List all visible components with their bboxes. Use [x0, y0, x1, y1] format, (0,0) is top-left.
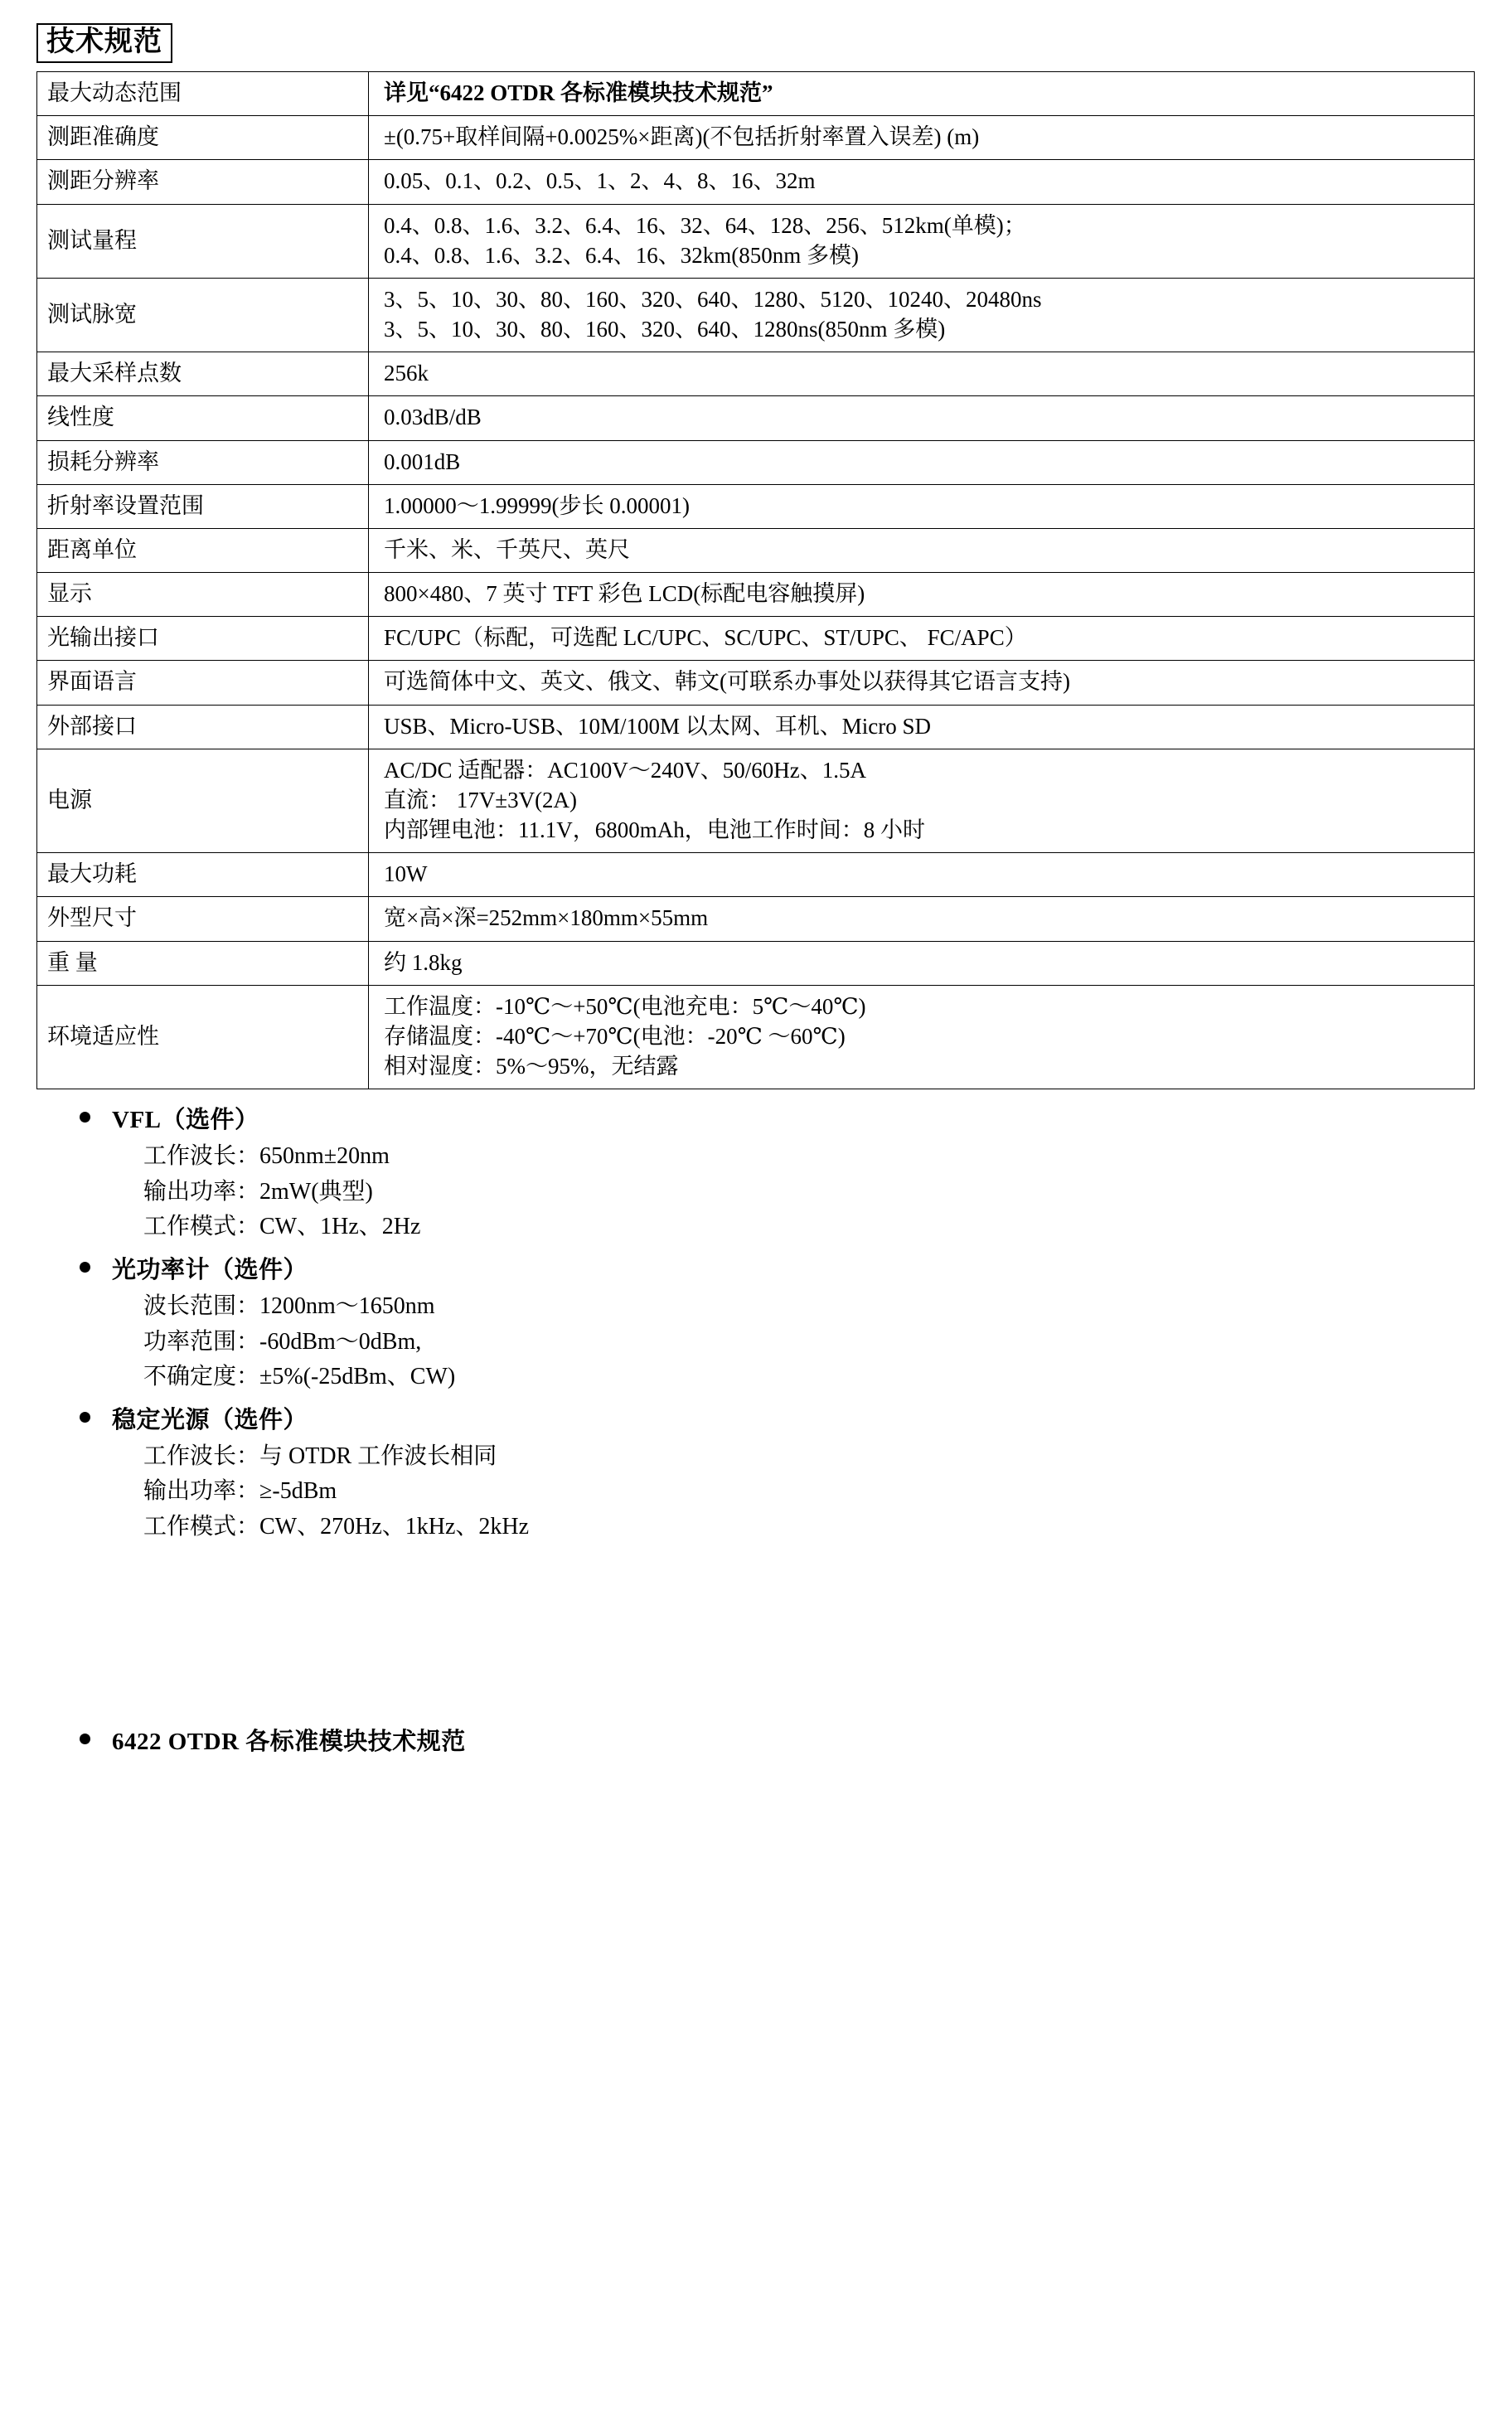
standard-modules-heading: [33, 1723, 1466, 1757]
table-row: [37, 204, 1475, 278]
spec-value-line: 0.4、0.8、1.6、3.2、6.4、16、32km(850nm 多模): [384, 242, 859, 268]
table-row: [37, 897, 1475, 941]
spec-label: 重 量: [37, 941, 369, 985]
spec-value-line: AC/DC 适配器：AC100V～240V、50/60Hz、1.5A: [384, 757, 867, 783]
spec-label: 外部接口: [37, 705, 369, 749]
spec-value-line: 内部锂电池：11.1V，6800mAh，电池工作时间：8 小时: [384, 817, 925, 843]
spec-value-line: 存储温度：-40℃～+70℃(电池：-20℃ ～60℃): [384, 1023, 846, 1049]
spec-value: [369, 749, 1475, 853]
table-row: [37, 160, 1475, 204]
spec-label: 显示: [37, 573, 369, 617]
option-detail-line: 输出功率：2mW(典型): [143, 1178, 373, 1205]
option-detail-line: 工作模式：CW、1Hz、2Hz: [143, 1214, 421, 1240]
option-detail-lines: [143, 1440, 1466, 1545]
spec-value-line: 约 1.8kg: [384, 949, 463, 975]
spec-table-body: [37, 72, 1475, 1089]
spec-value-line: 0.03dB/dB: [384, 405, 482, 430]
spec-value: [369, 278, 1475, 352]
list-item: [33, 1101, 1466, 1244]
spec-value-line: 工作温度：-10℃～+50℃(电池充电：5℃～40℃): [384, 993, 866, 1019]
spec-label: 外型尺寸: [37, 897, 369, 941]
spec-value-line: 宽×高×深=252mm×180mm×55mm: [384, 905, 709, 931]
table-row: [37, 352, 1475, 396]
page-title: 技术规范: [36, 23, 172, 63]
option-detail-line: 功率范围：-60dBm～0dBm,: [143, 1328, 422, 1355]
spec-label: 损耗分辨率: [37, 440, 369, 484]
spec-value: [369, 160, 1475, 204]
list-item: [33, 1401, 1466, 1545]
standard-modules-section: [33, 1723, 1466, 1757]
spec-label: 线性度: [37, 396, 369, 440]
table-row: [37, 941, 1475, 985]
spec-value-line: FC/UPC（标配，可选配 LC/UPC、SC/UPC、ST/UPC、 FC/APC）: [384, 625, 1027, 651]
bullet-icon: [80, 1412, 90, 1423]
spec-value-line: 1.00000～1.99999(步长 0.00001): [384, 492, 690, 518]
table-row: [37, 853, 1475, 897]
spec-value-line: 0.05、0.1、0.2、0.5、1、2、4、8、16、32m: [384, 168, 816, 194]
spec-value-line: ±(0.75+取样间隔+0.0025%×距离)(不包括折射率置入误差) (m): [384, 124, 980, 150]
spec-label: 折射率设置范围: [37, 484, 369, 528]
spec-value: [369, 573, 1475, 617]
spec-value: [369, 116, 1475, 160]
spec-value: [369, 440, 1475, 484]
spec-value-line: 千米、米、千英尺、英尺: [384, 536, 630, 562]
option-heading: [33, 1251, 1466, 1285]
option-title: VFL（选件）: [112, 1107, 259, 1134]
table-row: [37, 749, 1475, 853]
spec-value-line: 详见“6422 OTDR 各标准模块技术规范”: [384, 80, 773, 105]
table-row: [37, 396, 1475, 440]
option-detail-line: 工作波长：与 OTDR 工作波长相同: [143, 1443, 497, 1469]
spec-value: [369, 528, 1475, 572]
standard-modules-title: 6422 OTDR 各标准模块技术规范: [112, 1728, 466, 1755]
spec-value: [369, 617, 1475, 661]
table-row: [37, 985, 1475, 1089]
spec-label: 界面语言: [37, 661, 369, 705]
spec-value-line: 256k: [384, 361, 429, 386]
bullet-icon: [80, 1112, 90, 1123]
spec-value-line: 10W: [384, 861, 428, 887]
spec-value: [369, 985, 1475, 1089]
option-detail-line: 波长范围：1200nm～1650nm: [143, 1293, 435, 1320]
spec-value-line: 可选简体中文、英文、俄文、韩文(可联系办事处以获得其它语言支持): [384, 669, 1070, 695]
spec-value-line: USB、Micro-USB、10M/100M 以太网、耳机、Micro SD: [384, 713, 932, 739]
option-detail-line: 工作波长：650nm±20nm: [143, 1143, 390, 1170]
bullet-icon: [80, 1262, 90, 1273]
spec-value: [369, 897, 1475, 941]
spec-label: 测试脉宽: [37, 278, 369, 352]
spec-value-line: 直流： 17V±3V(2A): [384, 787, 578, 812]
option-detail-line: 不确定度：±5%(-25dBm、CW): [143, 1364, 456, 1390]
table-row: [37, 528, 1475, 572]
spec-label: 测距分辨率: [37, 160, 369, 204]
option-title: 稳定光源（选件）: [112, 1406, 308, 1433]
table-row: [37, 705, 1475, 749]
table-row: [37, 116, 1475, 160]
spec-label: 距离单位: [37, 528, 369, 572]
option-heading: [33, 1101, 1466, 1135]
optional-modules-list: [33, 1101, 1466, 1544]
spec-value: [369, 352, 1475, 396]
table-row: [37, 440, 1475, 484]
table-row: [37, 617, 1475, 661]
option-title: 光功率计（选件）: [112, 1257, 308, 1284]
spec-value-line: 0.4、0.8、1.6、3.2、6.4、16、32、64、128、256、512km(单模)；: [384, 212, 1026, 238]
spec-value: [369, 705, 1475, 749]
spec-label: 测距准确度: [37, 116, 369, 160]
spec-label: 光输出接口: [37, 617, 369, 661]
option-detail-lines: [143, 1140, 1466, 1244]
spec-value: [369, 853, 1475, 897]
spec-label: 电源: [37, 749, 369, 853]
spec-value-line: 0.001dB: [384, 449, 461, 474]
spec-label: 最大采样点数: [37, 352, 369, 396]
spec-label: 最大功耗: [37, 853, 369, 897]
option-heading: [33, 1401, 1466, 1435]
spec-value-line: 800×480、7 英寸 TFT 彩色 LCD(标配电容触摸屏): [384, 581, 865, 607]
spec-value-line: 3、5、10、30、80、160、320、640、1280ns(850nm 多模): [384, 317, 946, 342]
table-row: [37, 278, 1475, 352]
option-detail-lines: [143, 1290, 1466, 1394]
list-item: [33, 1251, 1466, 1394]
spec-value-line: 3、5、10、30、80、160、320、640、1280、5120、10240、20480ns: [384, 286, 1042, 312]
spec-value: [369, 941, 1475, 985]
table-row: [37, 573, 1475, 617]
spec-label: 测试量程: [37, 204, 369, 278]
spec-value-line: 相对湿度：5%～95%，无结露: [384, 1054, 679, 1079]
spec-label: 最大动态范围: [37, 72, 369, 116]
spec-value: [369, 72, 1475, 116]
spec-value: [369, 484, 1475, 528]
bullet-icon: [80, 1734, 90, 1744]
table-row: [37, 72, 1475, 116]
table-row: [37, 661, 1475, 705]
specifications-table: [36, 71, 1475, 1089]
spec-value: [369, 396, 1475, 440]
option-detail-line: 输出功率：≥-5dBm: [143, 1478, 337, 1505]
table-row: [37, 484, 1475, 528]
option-detail-line: 工作模式：CW、270Hz、1kHz、2kHz: [143, 1514, 530, 1540]
spec-value: [369, 661, 1475, 705]
spec-label: 环境适应性: [37, 985, 369, 1089]
spec-value: [369, 204, 1475, 278]
